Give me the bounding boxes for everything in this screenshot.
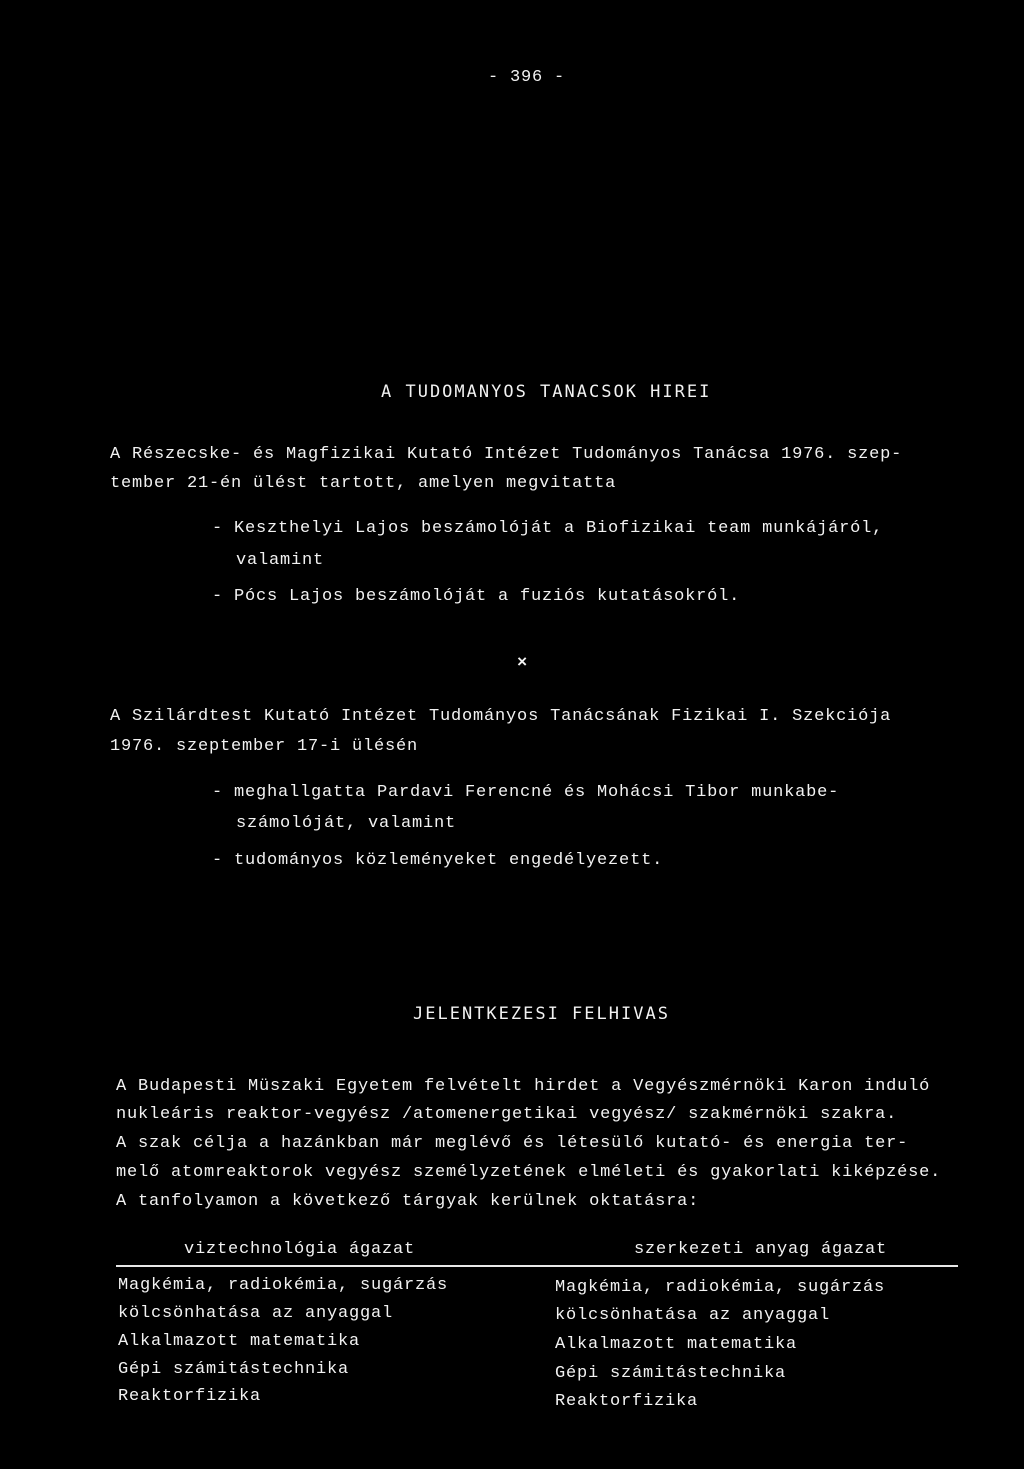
table-cell-left: Alkalmazott matematika — [118, 1332, 361, 1351]
table-header-water: viztechnológia ágazat — [184, 1240, 416, 1259]
list-item: - Keszthelyi Lajos beszámolóját a Biofizikai team munkájáról, — [212, 519, 884, 538]
table-cell-right: Reaktorfizika — [555, 1392, 699, 1411]
table-cell-left: Reaktorfizika — [118, 1387, 262, 1406]
paragraph-line: A tanfolyamon a következő tárgyak kerülnek oktatásra: — [116, 1192, 700, 1211]
paragraph-line: nukleáris reaktor-vegyész /atomenergetikai vegyész/ szakmérnöki szakra. — [116, 1105, 898, 1124]
paragraph-line: A Részecske- és Magfizikai Kutató Intézet Tudományos Tanácsa 1976. szep- — [110, 445, 903, 464]
page-number: - 396 - — [488, 68, 566, 87]
separator-mark: × — [517, 654, 529, 673]
paragraph-line: 1976. szeptember 17-i ülésén — [110, 737, 419, 756]
list-item: - tudományos közleményeket engedélyezett. — [212, 851, 664, 870]
table-cell-left: kölcsönhatása az anyaggal — [118, 1304, 394, 1323]
paragraph-line: A Szilárdtest Kutató Intézet Tudományos Tanácsának Fizikai I. Szekciója — [110, 707, 892, 726]
table-cell-right: Magkémia, radiokémia, sugárzás — [555, 1278, 886, 1297]
paragraph-line: tember 21-én ülést tartott, amelyen megvitatta — [110, 474, 617, 493]
table-cell-right: Gépi számitástechnika — [555, 1364, 787, 1383]
table-rule — [116, 1265, 958, 1267]
table-cell-left: Gépi számitástechnika — [118, 1360, 350, 1379]
list-item: - Pócs Lajos beszámolóját a fuziós kutatásokról. — [212, 587, 741, 606]
table-header-structural: szerkezeti anyag ágazat — [634, 1240, 888, 1259]
table-cell-right: kölcsönhatása az anyaggal — [555, 1306, 831, 1325]
table-cell-right: Alkalmazott matematika — [555, 1335, 798, 1354]
list-item: - meghallgatta Pardavi Ferencné és Mohácsi Tibor munkabe- — [212, 783, 840, 802]
paragraph-line: melő atomreaktorok vegyész személyzetének elméleti és gyakorlati kiképzése. — [116, 1163, 942, 1182]
paragraph-line: A Budapesti Müszaki Egyetem felvételt hirdet a Vegyészmérnöki Karon induló — [116, 1077, 931, 1096]
section-heading-councils: A TUDOMANYOS TANACSOK HIREI — [381, 382, 712, 402]
list-item-continuation: valamint — [236, 551, 325, 570]
section-heading-application: JELENTKEZESI FELHIVAS — [413, 1004, 670, 1024]
list-item-continuation: számolóját, valamint — [236, 814, 457, 833]
table-cell-left: Magkémia, radiokémia, sugárzás — [118, 1276, 449, 1295]
paragraph-line: A szak célja a hazánkban már meglévő és létesülő kutató- és energia ter- — [116, 1134, 909, 1153]
